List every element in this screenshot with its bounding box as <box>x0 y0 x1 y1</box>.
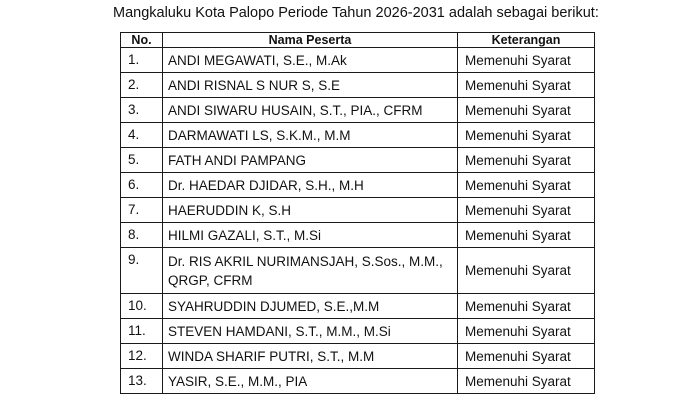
row-number: 7. <box>121 198 163 223</box>
participant-name: Dr. HAEDAR DJIDAR, S.H., M.H <box>163 173 458 198</box>
participant-status: Memenuhi Syarat <box>458 173 595 198</box>
table-row <box>121 369 595 394</box>
table-row <box>121 123 595 148</box>
row-number: 9. <box>121 248 163 294</box>
table-row <box>121 73 595 98</box>
participant-name-line-1: Dr. RIS AKRIL NURIMANSJAH, S.Sos., M.M., <box>168 253 443 269</box>
participant-status: Memenuhi Syarat <box>458 73 595 98</box>
participant-status: Memenuhi Syarat <box>458 248 595 294</box>
participant-status: Memenuhi Syarat <box>458 98 595 123</box>
row-number: 1. <box>121 48 163 73</box>
participant-name: FATH ANDI PAMPANG <box>163 148 458 173</box>
table-row <box>121 48 595 73</box>
row-number: 4. <box>121 123 163 148</box>
table-row <box>121 319 595 344</box>
participant-status: Memenuhi Syarat <box>458 223 595 248</box>
participant-status: Memenuhi Syarat <box>458 48 595 73</box>
participant-name: WINDA SHARIF PUTRI, S.T., M.M <box>163 344 458 369</box>
column-header-note: Keterangan <box>458 33 595 48</box>
row-number: 10. <box>121 294 163 319</box>
row-number: 3. <box>121 98 163 123</box>
table-row <box>121 198 595 223</box>
row-number: 12. <box>121 344 163 369</box>
participant-table <box>120 32 595 394</box>
participant-name: HAERUDDIN K, S.H <box>163 198 458 223</box>
row-number: 13. <box>121 369 163 394</box>
participant-name: SYAHRUDDIN DJUMED, S.E.,M.M <box>163 294 458 319</box>
row-number: 5. <box>121 148 163 173</box>
table-row <box>121 248 595 294</box>
participant-name: ANDI RISNAL S NUR S, S.E <box>163 73 458 98</box>
participant-name: ANDI MEGAWATI, S.E., M.Ak <box>163 48 458 73</box>
participant-status: Memenuhi Syarat <box>458 148 595 173</box>
participant-name-line-2: QRGP, CFRM <box>168 272 253 288</box>
participant-name: ANDI SIWARU HUSAIN, S.T., PIA., CFRM <box>163 98 458 123</box>
column-header-name: Nama Peserta <box>163 33 458 48</box>
column-header-no: No. <box>121 33 163 48</box>
table-row <box>121 98 595 123</box>
participant-name: STEVEN HAMDANI, S.T., M.M., M.Si <box>163 319 458 344</box>
participant-status: Memenuhi Syarat <box>458 319 595 344</box>
table-row <box>121 148 595 173</box>
row-number: 6. <box>121 173 163 198</box>
participant-name: HILMI GAZALI, S.T., M.Si <box>163 223 458 248</box>
table-row <box>121 173 595 198</box>
participant-status: Memenuhi Syarat <box>458 294 595 319</box>
participant-status: Memenuhi Syarat <box>458 369 595 394</box>
table-row <box>121 294 595 319</box>
participant-status: Memenuhi Syarat <box>458 198 595 223</box>
participant-name: YASIR, S.E., M.M., PIA <box>163 369 458 394</box>
table-header-row <box>121 33 595 48</box>
row-number: 11. <box>121 319 163 344</box>
table-row <box>121 344 595 369</box>
participant-name: DARMAWATI LS, S.K.M., M.M <box>163 123 458 148</box>
row-number: 2. <box>121 73 163 98</box>
row-number: 8. <box>121 223 163 248</box>
participant-name <box>163 248 458 294</box>
intro-text: Mangkaluku Kota Palopo Periode Tahun 2026-2031 adalah sebagai berikut: <box>113 5 599 21</box>
table-row <box>121 223 595 248</box>
participant-status: Memenuhi Syarat <box>458 344 595 369</box>
participant-status: Memenuhi Syarat <box>458 123 595 148</box>
